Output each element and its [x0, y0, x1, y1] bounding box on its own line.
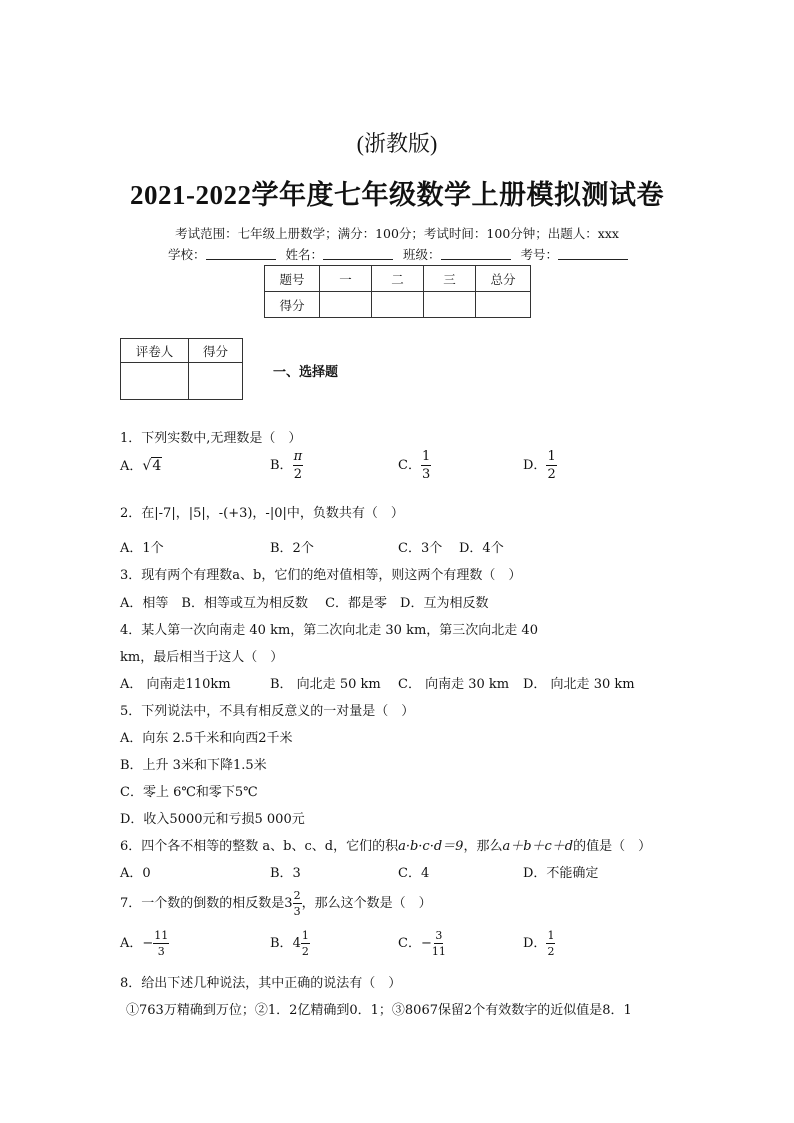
name-field[interactable]	[323, 247, 393, 260]
edition-label: (浙教版)	[356, 131, 438, 156]
grader-input-cell[interactable]	[189, 363, 243, 400]
question-1: 1．下列实数中,无理数是（ ）	[120, 431, 302, 446]
denominator: 3	[157, 945, 165, 958]
grader-input-cell[interactable]	[121, 363, 189, 400]
option-label: C．	[398, 458, 421, 473]
fraction	[546, 450, 556, 481]
q5-option-b[interactable]: B．上升 3米和下降1.5米	[120, 758, 267, 773]
denominator: 2	[547, 945, 555, 958]
page-title: 2021-2022学年度七年级数学上册模拟测试卷	[130, 180, 664, 210]
score-header-cell: 二	[372, 266, 424, 292]
denominator: 2	[547, 467, 556, 482]
denominator: 3	[293, 905, 301, 918]
question-6	[120, 835, 651, 854]
school-field[interactable]	[206, 247, 276, 260]
numerator: 1	[421, 449, 431, 464]
q2-option-a[interactable]: A．1个	[120, 541, 164, 556]
q7-option-d[interactable]	[523, 930, 555, 957]
q2-option-d[interactable]: D．4个	[459, 541, 504, 556]
score-input-cell[interactable]	[320, 292, 372, 318]
score-input-cell[interactable]	[372, 292, 424, 318]
q3-options[interactable]: A．相等 B．相等或互为相反数 C．都是零 D．互为相反数	[120, 596, 489, 611]
q6-option-c[interactable]: C．4	[398, 866, 430, 881]
question-5: 5．下列说法中，不具有相反意义的一对量是（ ）	[120, 704, 415, 719]
q6-option-a[interactable]: A．0	[120, 866, 151, 881]
score-header-cell: 总分	[476, 266, 531, 292]
option-label: D．	[523, 936, 547, 951]
option-label: B．	[270, 458, 293, 473]
q2-option-c[interactable]: C．3个	[398, 541, 443, 556]
exam-no-label: 考号：	[520, 247, 559, 262]
score-header-cell: 三	[424, 266, 476, 292]
q4-option-a[interactable]: A． 向南走110km	[120, 677, 231, 692]
exam-info: 考试范围：七年级上册数学；满分：100分；考试时间：100分钟；出题人：xxx	[175, 226, 619, 241]
class-field[interactable]	[441, 247, 511, 260]
fraction	[301, 930, 310, 957]
minus-sign: −	[142, 936, 154, 951]
grader-header-cell: 评卷人	[121, 339, 189, 363]
fraction	[293, 450, 304, 481]
option-label: A．	[120, 936, 143, 951]
q5-option-c[interactable]: C．零上 6℃和零下5℃	[120, 785, 258, 800]
fraction	[293, 890, 302, 917]
q5-option-a[interactable]: A．向东 2.5千米和向西2千米	[120, 731, 293, 746]
fraction	[421, 450, 431, 481]
fraction	[546, 930, 555, 957]
numerator: 3	[435, 929, 443, 942]
score-table	[264, 265, 531, 318]
numerator: 11	[154, 929, 169, 942]
question-7	[120, 890, 432, 917]
option-label: C．	[398, 936, 421, 951]
section-title: 一、选择题	[273, 365, 339, 380]
numerator: 1	[301, 929, 309, 942]
denominator: 2	[301, 945, 309, 958]
option-label: B．	[270, 936, 293, 951]
fraction	[432, 930, 446, 957]
school-label: 学校：	[168, 247, 206, 262]
q5-option-d[interactable]: D．收入5000元和亏损5 000元	[120, 812, 305, 827]
class-label: 班级：	[403, 247, 441, 262]
numerator: 2	[293, 889, 301, 902]
q1-option-a[interactable]	[120, 455, 162, 474]
name-label: 姓名：	[285, 247, 324, 262]
q6-expression: a＋b＋c＋d	[502, 839, 574, 854]
q6-option-b[interactable]: B．3	[270, 866, 301, 881]
grader-header-cell: 得分	[189, 339, 243, 363]
q1-option-b[interactable]	[270, 450, 303, 481]
q1-option-c[interactable]	[398, 450, 431, 481]
score-header-cell: 一	[320, 266, 372, 292]
q7-option-c[interactable]	[398, 930, 446, 957]
q6-option-d[interactable]: D．不能确定	[523, 866, 599, 881]
q6-text: 6．四个各不相等的整数 a、b、c、d，它们的积	[120, 839, 399, 854]
grader-table	[120, 338, 243, 400]
q4-option-b[interactable]: B． 向北走 50 km	[270, 677, 381, 692]
radicand: 4	[152, 458, 162, 474]
question-3: 3．现有两个有理数a、b，它们的绝对值相等，则这两个有理数（ ）	[120, 568, 522, 583]
score-header-cell: 题号	[265, 266, 320, 292]
numerator: 1	[547, 929, 555, 942]
q4-option-c[interactable]: C． 向南走 30 km	[398, 677, 510, 692]
q4-option-d[interactable]: D． 向北走 30 km	[523, 677, 635, 692]
question-8-statements: ①763万精确到万位；②1．2亿精确到0．1；③8067保留2个有效数字的近似值是8．1	[126, 1003, 632, 1018]
q7-text: ，那么这个数是（ ）	[301, 896, 432, 911]
question-8: 8．给出下述几种说法，其中正确的说法有（ ）	[120, 976, 402, 991]
question-4-cont: km，最后相当于这人（ ）	[120, 650, 284, 665]
exam-no-field[interactable]	[558, 247, 628, 260]
q7-text: 7．一个数的倒数的相反数是	[120, 896, 285, 911]
sqrt-symbol: √4	[142, 458, 162, 474]
question-2: 2．在|-7|，|5|，-(+3)，-|0|中，负数共有（ ）	[120, 506, 404, 521]
fraction	[153, 930, 169, 957]
q7-option-b[interactable]	[270, 930, 310, 957]
score-row-label: 得分	[265, 292, 320, 318]
mixed-whole: 3	[284, 896, 293, 911]
mixed-whole: 4	[292, 936, 301, 951]
denominator: 3	[421, 467, 431, 482]
student-fields	[168, 245, 628, 263]
q6-text: ，那么	[463, 839, 503, 854]
numerator: π	[293, 449, 303, 464]
q6-expression: a·b·c·d＝9	[398, 839, 464, 854]
q1-option-d[interactable]	[523, 450, 557, 481]
option-label: D．	[523, 458, 547, 473]
denominator: 2	[293, 467, 302, 482]
q2-option-b[interactable]: B．2个	[270, 541, 314, 556]
numerator: 1	[547, 449, 556, 464]
score-input-cell[interactable]	[476, 292, 531, 318]
option-label: A．	[120, 459, 143, 474]
minus-sign: −	[420, 936, 432, 951]
question-4: 4．某人第一次向南走 40 km，第二次向北走 30 km，第三次向北走 40	[120, 623, 538, 638]
score-input-cell[interactable]	[424, 292, 476, 318]
denominator: 11	[431, 945, 446, 958]
q7-option-a[interactable]	[120, 930, 169, 957]
q6-text: 的值是（ ）	[573, 839, 652, 854]
